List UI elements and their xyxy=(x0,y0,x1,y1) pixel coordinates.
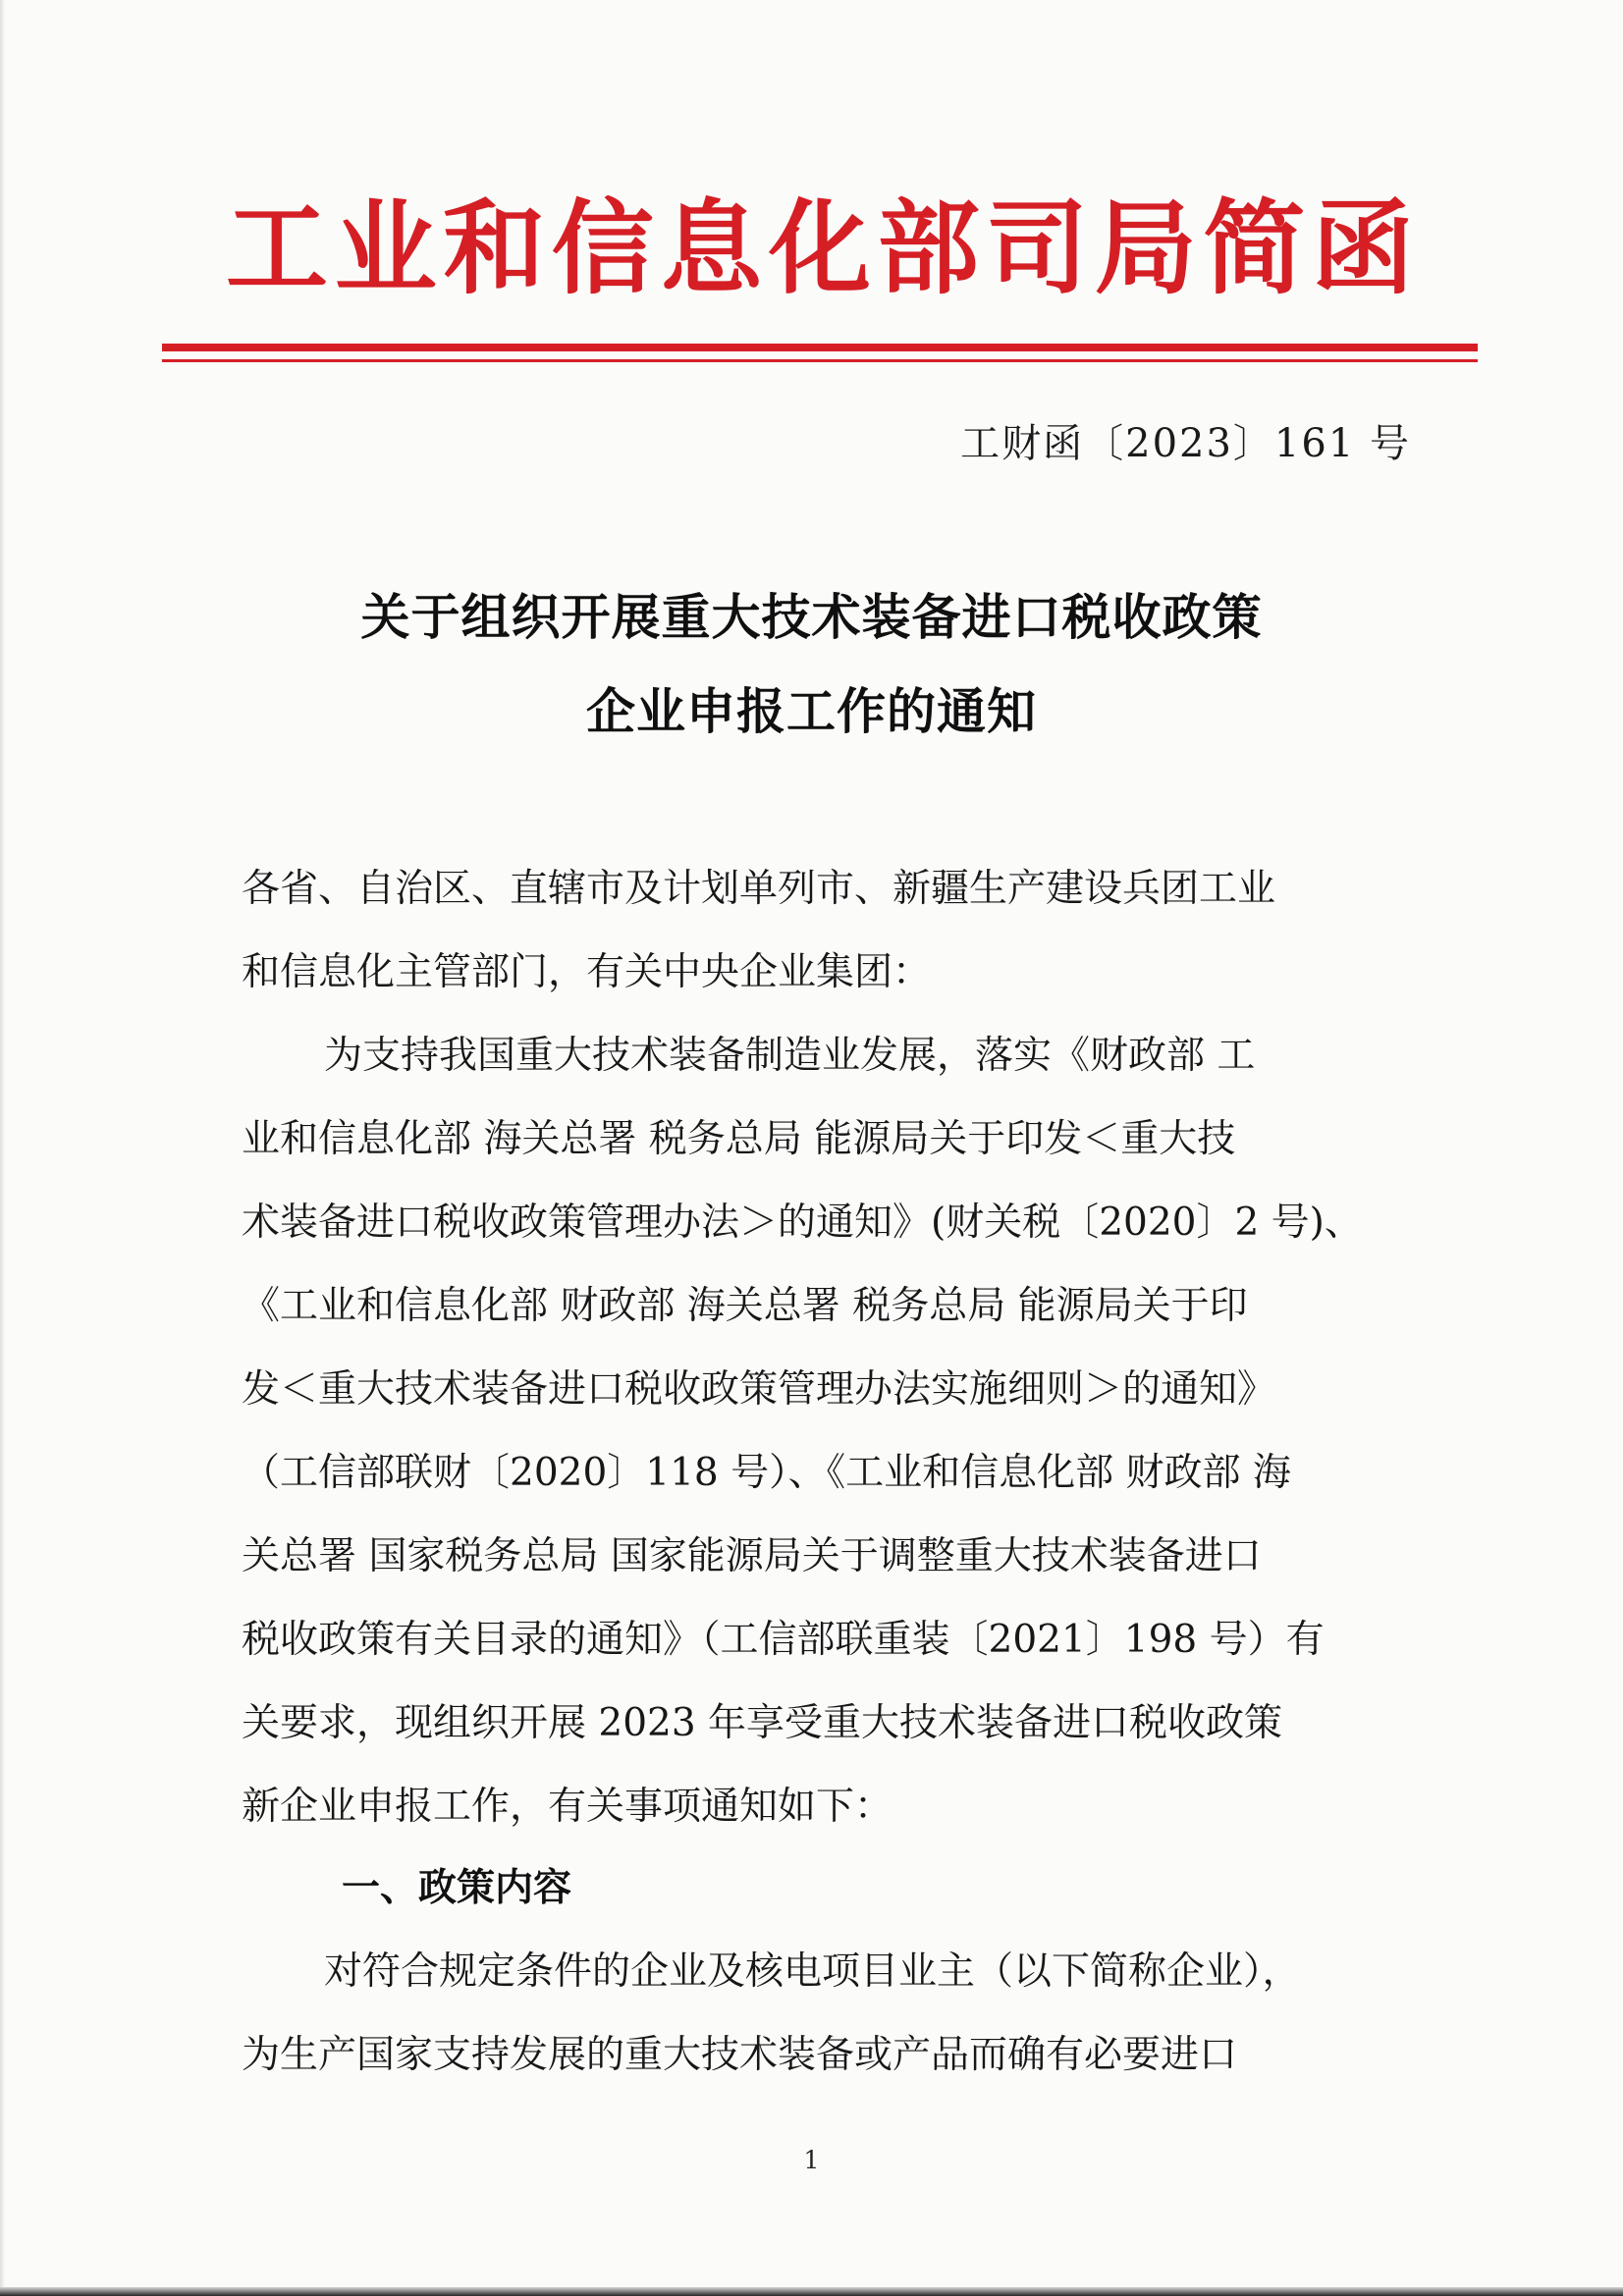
body-line: 《工业和信息化部 财政部 海关总署 税务总局 能源局关于印 xyxy=(242,1284,1248,1328)
document-title-line-2: 企业申报工作的通知 xyxy=(586,682,1037,740)
body-line: 术装备进口税收政策管理办法＞的通知》(财关税〔2020〕2 号)、 xyxy=(242,1201,1363,1245)
letterhead-title xyxy=(226,175,1414,322)
body-line: （工信部联财〔2020〕118 号）、《工业和信息化部 财政部 海 xyxy=(242,1451,1291,1495)
section-heading-policy-content: 一、政策内容 xyxy=(342,1865,572,1910)
body-line: 为支持我国重大技术装备制造业发展，落实《财政部 工 xyxy=(324,1034,1256,1078)
letterhead-char: 部 xyxy=(877,187,980,308)
body-line: 关总署 国家税务总局 国家能源局关于调整重大技术装备进口 xyxy=(242,1534,1262,1578)
letterhead-char: 工 xyxy=(226,187,329,308)
letterhead-char: 业 xyxy=(334,187,437,308)
letterhead-char: 司 xyxy=(986,187,1089,308)
document-number: 工财函〔2023〕161 号 xyxy=(960,421,1411,466)
letterhead-red-rule-thick xyxy=(162,344,1478,351)
body-line: 关要求，现组织开展 2023 年享受重大技术装备进口税收政策 xyxy=(242,1701,1283,1745)
letterhead-char: 局 xyxy=(1094,187,1197,308)
scan-shadow xyxy=(0,0,5,2296)
page-number: 1 xyxy=(803,2146,820,2174)
letterhead-char: 简 xyxy=(1203,187,1306,308)
body-line: 为生产国家支持发展的重大技术装备或产品而确有必要进口 xyxy=(242,2033,1238,2077)
letterhead-char: 化 xyxy=(768,187,871,308)
letterhead-char: 息 xyxy=(660,187,763,308)
body-line: 各省、自治区、直辖市及计划单列市、新疆生产建设兵团工业 xyxy=(242,867,1276,911)
document-title-line-1: 关于组织开展重大技术装备进口税收政策 xyxy=(360,588,1263,646)
letterhead-red-rule-thin xyxy=(162,359,1478,362)
body-line: 新企业申报工作，有关事项通知如下： xyxy=(242,1785,893,1829)
body-line: 和信息化主管部门，有关中央企业集团： xyxy=(242,950,932,994)
letterhead-char: 和 xyxy=(443,187,546,308)
body-line: 对符合规定条件的企业及核电项目业主（以下简称企业）， xyxy=(324,1949,1301,1994)
body-line: 发＜重大技术装备进口税收政策管理办法实施细则＞的通知》 xyxy=(242,1367,1276,1412)
body-line: 税收政策有关目录的通知》（工信部联重装〔2021〕198 号）有 xyxy=(242,1618,1325,1662)
body-line: 业和信息化部 海关总署 税务总局 能源局关于印发＜重大技 xyxy=(242,1117,1236,1161)
letterhead-char: 信 xyxy=(551,187,654,308)
letterhead-char: 函 xyxy=(1311,187,1414,308)
scan-bottom-edge xyxy=(0,2287,1623,2296)
